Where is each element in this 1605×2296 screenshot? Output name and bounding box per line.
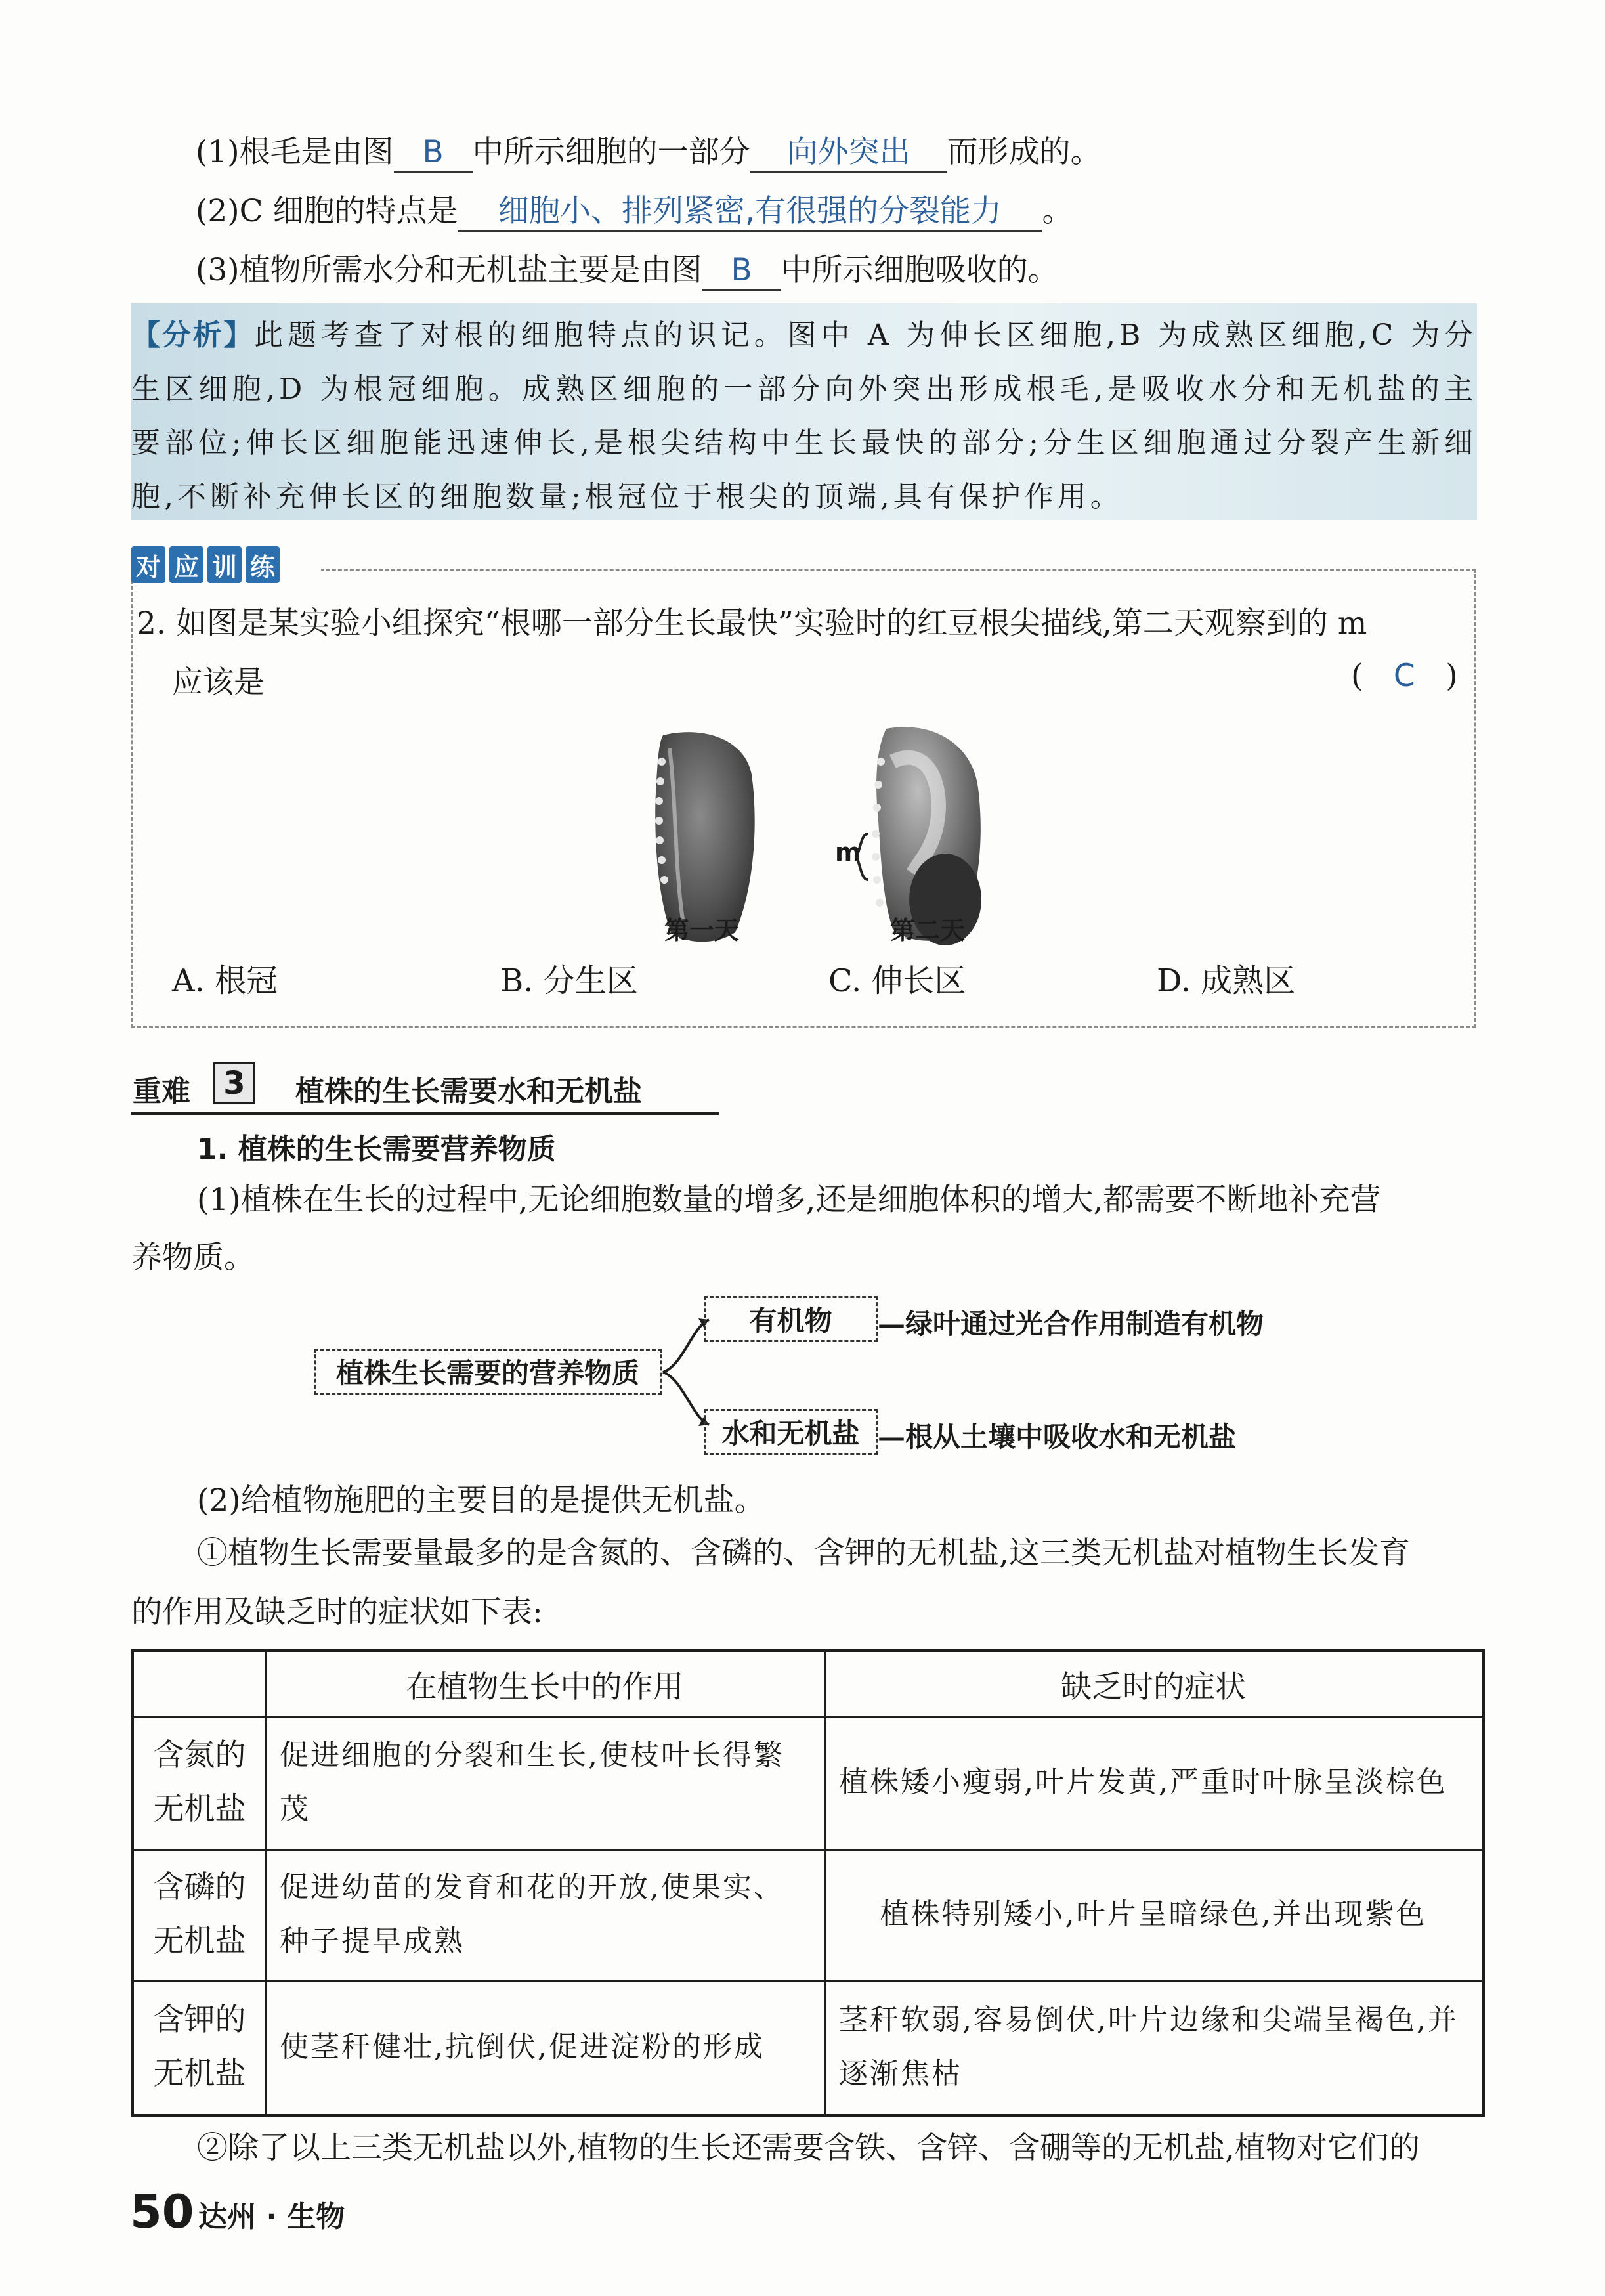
page-number: 50 — [130, 2185, 194, 2239]
para1-line1: (1)植株在生长的过程中,无论细胞数量的增多,还是细胞体积的增大,都需要不断地补充营 — [197, 1182, 1381, 1218]
diagram-branch-water-salt: 水和无机盐 — [704, 1409, 878, 1455]
option-b: B. 分生区 — [500, 963, 638, 999]
answer-parens: ( C ) — [1351, 657, 1458, 696]
table-cell-symptom: 植株特别矮小,叶片呈暗绿色,并出现紫色 — [880, 1897, 1427, 1931]
answer-blank: B — [702, 252, 781, 291]
exercise-question-line1: 2. 如图是某实验小组探究“根哪一部分生长最快”实验时的红豆根尖描线,第二天观察到的 m — [137, 605, 1367, 641]
table-cell-symptom: 茎秆软弱,容易倒伏,叶片边缘和尖端呈褐色,并逐渐焦枯 — [839, 2003, 1459, 2090]
section-header — [131, 1062, 719, 1115]
answer-blank: B — [394, 134, 473, 173]
fig-label-day2: 第二天 — [890, 915, 966, 945]
section-title: 植株的生长需要水和无机盐 — [295, 1075, 642, 1108]
diagram-note-organic: —绿叶通过光合作用制造有机物 — [878, 1308, 1264, 1340]
answer-blank: 向外突出 — [750, 134, 947, 173]
exercise-question-line2: 应该是 — [172, 664, 265, 701]
analysis-text: 【分析】此题考查了对根的细胞特点的识记。图中 A 为伸长区细胞,B 为成熟区细胞,C 为分生区细胞,D 为根冠细胞。成熟区细胞的一部分向外突出形成根毛,是吸收水分和无机盐的主要部位;伸长区细胞能迅速伸长,是根尖结构中生长最快的部分;分生区细胞通过分裂产生新细胞,不断补充伸长区的细胞数量;根冠位于根尖的顶端,具有保护作用。 — [131, 318, 1477, 513]
analysis-block — [131, 303, 1477, 520]
subsection-title: 1. 植株的生长需要营养物质 — [197, 1133, 556, 1166]
table-cell-role: 促进细胞的分裂和生长,使枝叶长得繁茂 — [280, 1739, 784, 1826]
answer-blank: 细胞小、排列紧密,有很强的分裂能力 — [458, 193, 1042, 232]
diagram-root-box: 植株生长需要的营养物质 — [314, 1349, 662, 1395]
option-d: D. 成熟区 — [1157, 963, 1296, 999]
diagram-branch-organic: 有机物 — [704, 1296, 878, 1342]
para2: (2)给植物施肥的主要目的是提供无机盐。 — [197, 1483, 765, 1519]
badge-char: 应 — [169, 546, 203, 583]
table-header-role: 在植物生长中的作用 — [406, 1668, 684, 1705]
para4: ②除了以上三类无机盐以外,植物的生长还需要含铁、含锌、含硼等的无机盐,植物对它们的 — [197, 2130, 1420, 2166]
table-cell-symptom: 植株矮小瘦弱,叶片发黄,严重时叶脉呈淡棕色 — [839, 1765, 1447, 1799]
para1-line2: 养物质。 — [131, 1240, 255, 1276]
badge-char: 练 — [246, 546, 280, 583]
m-label: m — [835, 838, 861, 867]
section-label: 重难 — [133, 1075, 190, 1108]
q1-item1: (1)根毛是由图 B 中所示细胞的一部分 向外突出 而形成的。 — [196, 133, 1102, 173]
badge-char: 对 — [131, 546, 165, 583]
table-cell-role: 使茎秆健壮,抗倒伏,促进淀粉的形成 — [280, 2030, 765, 2064]
diagram-note-water-salt: —根从土壤中吸收水和无机盐 — [878, 1421, 1237, 1453]
exercise-answer: C — [1393, 658, 1415, 694]
exercise-badge — [131, 546, 280, 586]
table-row-name: 含钾的 无机盐 — [153, 2002, 246, 2092]
para3-line1: ①植物生长需要量最多的是含氮的、含磷的、含钾的无机盐,这三类无机盐对植物生长发育 — [197, 1535, 1410, 1571]
fig-label-day1: 第一天 — [664, 915, 740, 945]
nutrient-table — [131, 1649, 1485, 2117]
page-label: 达州 · 生物 — [198, 2200, 345, 2234]
section-number: 3 — [213, 1062, 255, 1104]
q1-item2: (2)C 细胞的特点是 细胞小、排列紧密,有很强的分裂能力 。 — [196, 192, 1073, 232]
table-header-symptom: 缺乏时的症状 — [1061, 1668, 1246, 1705]
q1-item3: (3)植物所需水分和无机盐主要是由图 B 中所示细胞吸收的。 — [196, 251, 1059, 291]
table-cell-role: 促进幼苗的发育和花的开放,使果实、种子提早成熟 — [280, 1871, 784, 1958]
option-c: C. 伸长区 — [828, 963, 966, 999]
table-row-name: 含磷的 无机盐 — [153, 1869, 246, 1959]
option-a: A. 根冠 — [172, 963, 278, 999]
para3-line2: 的作用及缺乏时的症状如下表: — [131, 1594, 543, 1630]
table-row-name: 含氮的 无机盐 — [153, 1737, 246, 1827]
badge-char: 训 — [207, 546, 242, 583]
